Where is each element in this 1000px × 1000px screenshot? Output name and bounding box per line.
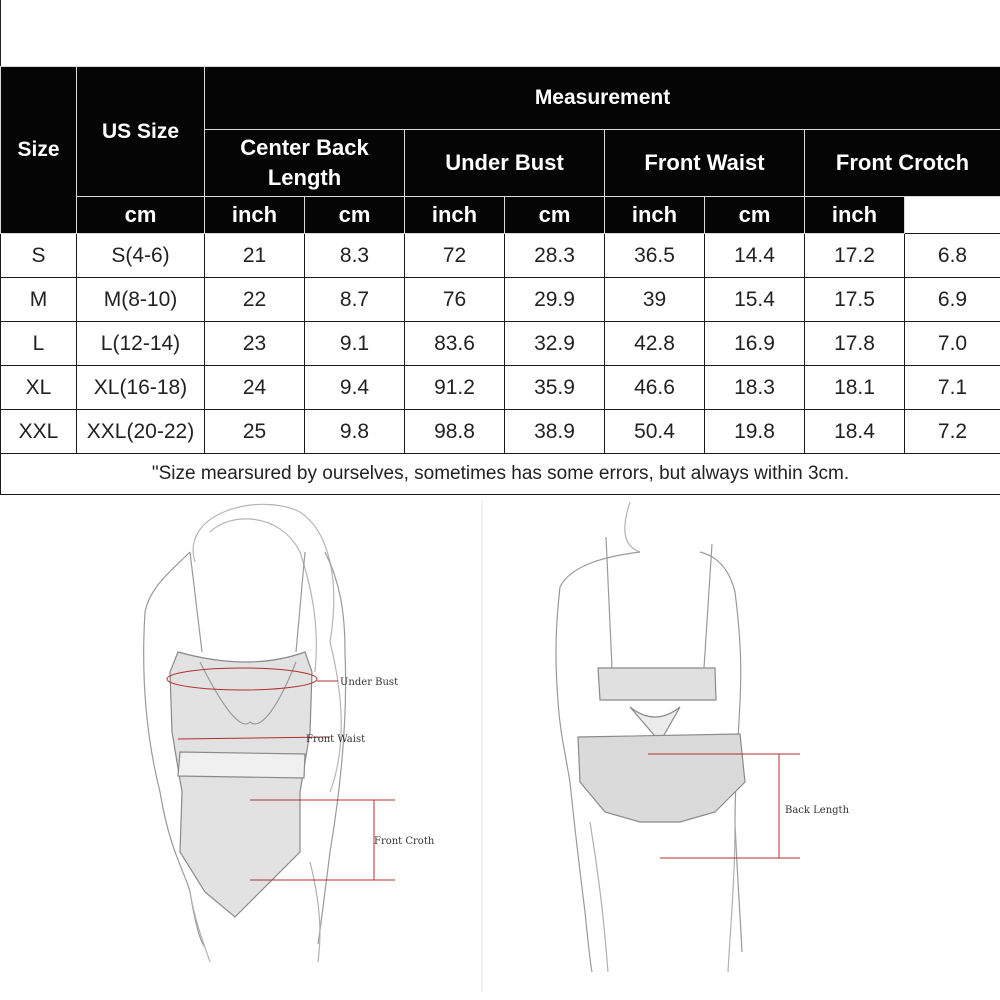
value-cell: 18.3 bbox=[705, 366, 805, 410]
size-cell: XXL bbox=[1, 410, 77, 454]
value-cell: 91.2 bbox=[405, 366, 505, 410]
value-cell: 18.4 bbox=[805, 410, 905, 454]
value-cell: 9.4 bbox=[305, 366, 405, 410]
value-cell: 17.2 bbox=[805, 234, 905, 278]
us-size-cell: S(4-6) bbox=[77, 234, 205, 278]
label-back-length: Back Length bbox=[785, 805, 850, 816]
header-unit-cm: cm bbox=[305, 197, 405, 234]
header-center-back-line1: Center Back bbox=[240, 135, 369, 160]
us-size-cell: L(12-14) bbox=[77, 322, 205, 366]
table-row bbox=[1, 366, 1000, 410]
size-cell: L bbox=[1, 322, 77, 366]
header-size: Size bbox=[1, 67, 77, 234]
us-size-cell: M(8-10) bbox=[77, 278, 205, 322]
size-chart-table bbox=[0, 66, 1000, 495]
value-cell: 83.6 bbox=[405, 322, 505, 366]
value-cell: 17.8 bbox=[805, 322, 905, 366]
value-cell: 22 bbox=[205, 278, 305, 322]
value-cell: 9.8 bbox=[305, 410, 405, 454]
header-under-bust: Under Bust bbox=[405, 130, 605, 197]
header-unit-cm: cm bbox=[77, 197, 205, 234]
value-cell: 14.4 bbox=[705, 234, 805, 278]
value-cell: 7.0 bbox=[905, 322, 1000, 366]
value-cell: 28.3 bbox=[505, 234, 605, 278]
value-cell: 6.8 bbox=[905, 234, 1000, 278]
value-cell: 76 bbox=[405, 278, 505, 322]
value-cell: 25 bbox=[205, 410, 305, 454]
value-cell: 18.1 bbox=[805, 366, 905, 410]
value-cell: 42.8 bbox=[605, 322, 705, 366]
label-front-waist: Front Waist bbox=[306, 734, 366, 745]
header-center-back-length bbox=[205, 130, 405, 197]
us-size-cell: XXL(20-22) bbox=[77, 410, 205, 454]
value-cell: 50.4 bbox=[605, 410, 705, 454]
value-cell: 23 bbox=[205, 322, 305, 366]
value-cell: 21 bbox=[205, 234, 305, 278]
size-cell: M bbox=[1, 278, 77, 322]
value-cell: 39 bbox=[605, 278, 705, 322]
value-cell: 29.9 bbox=[505, 278, 605, 322]
page-left-rule bbox=[0, 0, 1, 66]
value-cell: 24 bbox=[205, 366, 305, 410]
value-cell: 72 bbox=[405, 234, 505, 278]
header-measurement: Measurement bbox=[205, 67, 1000, 130]
value-cell: 17.5 bbox=[805, 278, 905, 322]
label-under-bust: Under Bust bbox=[340, 677, 399, 688]
table-row bbox=[1, 234, 1000, 278]
value-cell: 8.3 bbox=[305, 234, 405, 278]
value-cell: 46.6 bbox=[605, 366, 705, 410]
value-cell: 38.9 bbox=[505, 410, 605, 454]
value-cell: 15.4 bbox=[705, 278, 805, 322]
measurement-illustration bbox=[0, 492, 1000, 1000]
back-figure bbox=[556, 502, 745, 972]
header-center-back-line2: Length bbox=[267, 165, 342, 190]
header-us-size: US Size bbox=[77, 67, 205, 197]
value-cell: 8.7 bbox=[305, 278, 405, 322]
table-row bbox=[1, 410, 1000, 454]
value-cell: 19.8 bbox=[705, 410, 805, 454]
header-unit-inch: inch bbox=[805, 197, 905, 234]
measurement-note: "Size mearsured by ourselves, sometimes has some errors, but always within 3cm. bbox=[1, 454, 1000, 495]
header-unit-inch: inch bbox=[405, 197, 505, 234]
table-row bbox=[1, 322, 1000, 366]
value-cell: 9.1 bbox=[305, 322, 405, 366]
header-unit-inch: inch bbox=[605, 197, 705, 234]
size-cell: S bbox=[1, 234, 77, 278]
value-cell: 36.5 bbox=[605, 234, 705, 278]
header-front-waist: Front Waist bbox=[605, 130, 805, 197]
value-cell: 7.2 bbox=[905, 410, 1000, 454]
table-row bbox=[1, 278, 1000, 322]
header-unit-cm: cm bbox=[505, 197, 605, 234]
illustration-svg bbox=[0, 492, 1000, 1000]
value-cell: 7.1 bbox=[905, 366, 1000, 410]
value-cell: 6.9 bbox=[905, 278, 1000, 322]
size-cell: XL bbox=[1, 366, 77, 410]
label-front-crotch: Front Croth bbox=[374, 836, 435, 847]
header-unit-inch: inch bbox=[205, 197, 305, 234]
us-size-cell: XL(16-18) bbox=[77, 366, 205, 410]
value-cell: 98.8 bbox=[405, 410, 505, 454]
header-unit-cm: cm bbox=[705, 197, 805, 234]
value-cell: 16.9 bbox=[705, 322, 805, 366]
header-front-crotch: Front Crotch bbox=[805, 130, 1000, 197]
value-cell: 32.9 bbox=[505, 322, 605, 366]
value-cell: 35.9 bbox=[505, 366, 605, 410]
